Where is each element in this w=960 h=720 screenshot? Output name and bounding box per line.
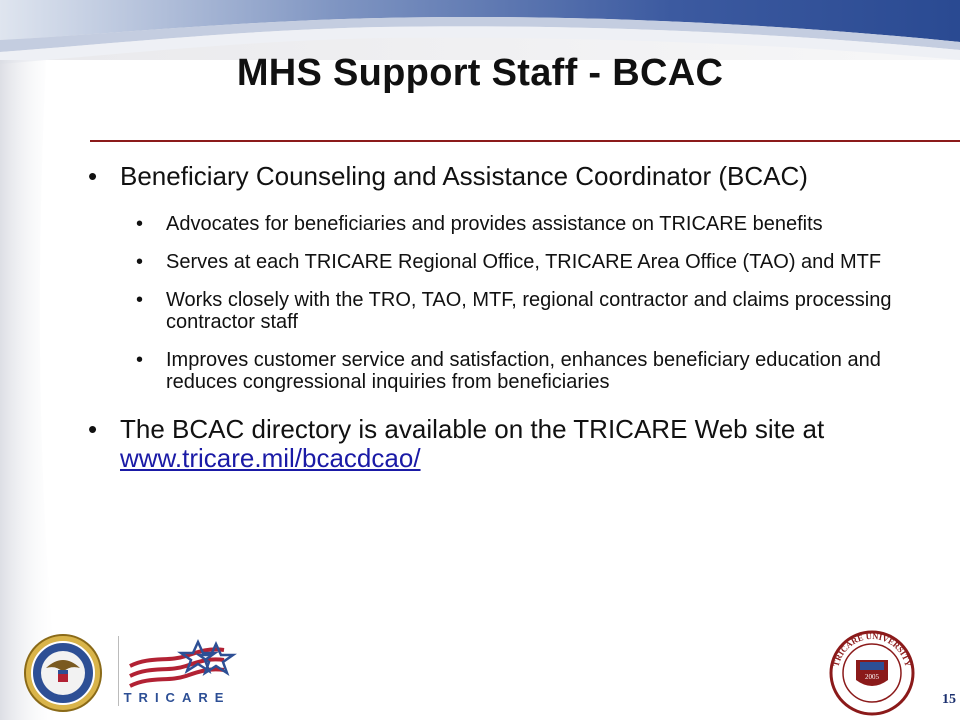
tricare-university-seal-icon: [831, 631, 914, 714]
logo-divider: [118, 636, 119, 706]
bullet-dot: •: [136, 213, 144, 235]
title-underline: [90, 140, 960, 142]
tricare-logo-icon: [124, 642, 233, 705]
bullet-dot: •: [88, 414, 98, 444]
sub-bullet-item: [136, 213, 928, 235]
footer-logos: [0, 630, 960, 720]
bullet-dot: •: [88, 161, 98, 191]
sub-bullet-item: [136, 251, 928, 273]
svg-text:2005: 2005: [865, 673, 879, 681]
bullet-dot: •: [136, 349, 144, 371]
bcac-directory-link[interactable]: www.tricare.mil/bcacdcao/: [120, 443, 421, 473]
directory-text: The BCAC directory is available on the TRICARE Web site at: [120, 414, 825, 444]
bullet-text: Beneficiary Counseling and Assistance Coordinator (BCAC): [120, 161, 808, 191]
department-of-defense-seal-icon: [25, 635, 101, 711]
page-title: MHS Support Staff - BCAC: [236, 52, 724, 94]
sub-bullet-text: Advocates for beneficiaries and provides assistance on TRICARE benefits: [166, 213, 823, 235]
directory-bullet: [88, 415, 928, 473]
tricare-wordmark: TRICARE: [123, 690, 231, 705]
sub-bullet-text: Serves at each TRICARE Regional Office, TRICARE Area Office (TAO) and MTF: [166, 251, 882, 273]
page-number: 15: [942, 692, 956, 707]
bullet-item: [88, 162, 928, 191]
content-body: [88, 162, 928, 473]
sub-bullet-item: [136, 349, 928, 393]
sub-bullet-item: [136, 289, 928, 333]
bullet-dot: •: [136, 251, 144, 273]
sub-bullet-text: Improves customer service and satisfaction, enhances beneficiary education and reduces congressional inquiries from beneficiaries: [166, 349, 881, 393]
bullet-dot: •: [136, 289, 144, 311]
university-text: TRICARE UNIVERSITY: [830, 630, 914, 668]
sub-bullet-text: Works closely with the TRO, TAO, MTF, regional contractor and claims processing contractor staff: [166, 289, 892, 333]
